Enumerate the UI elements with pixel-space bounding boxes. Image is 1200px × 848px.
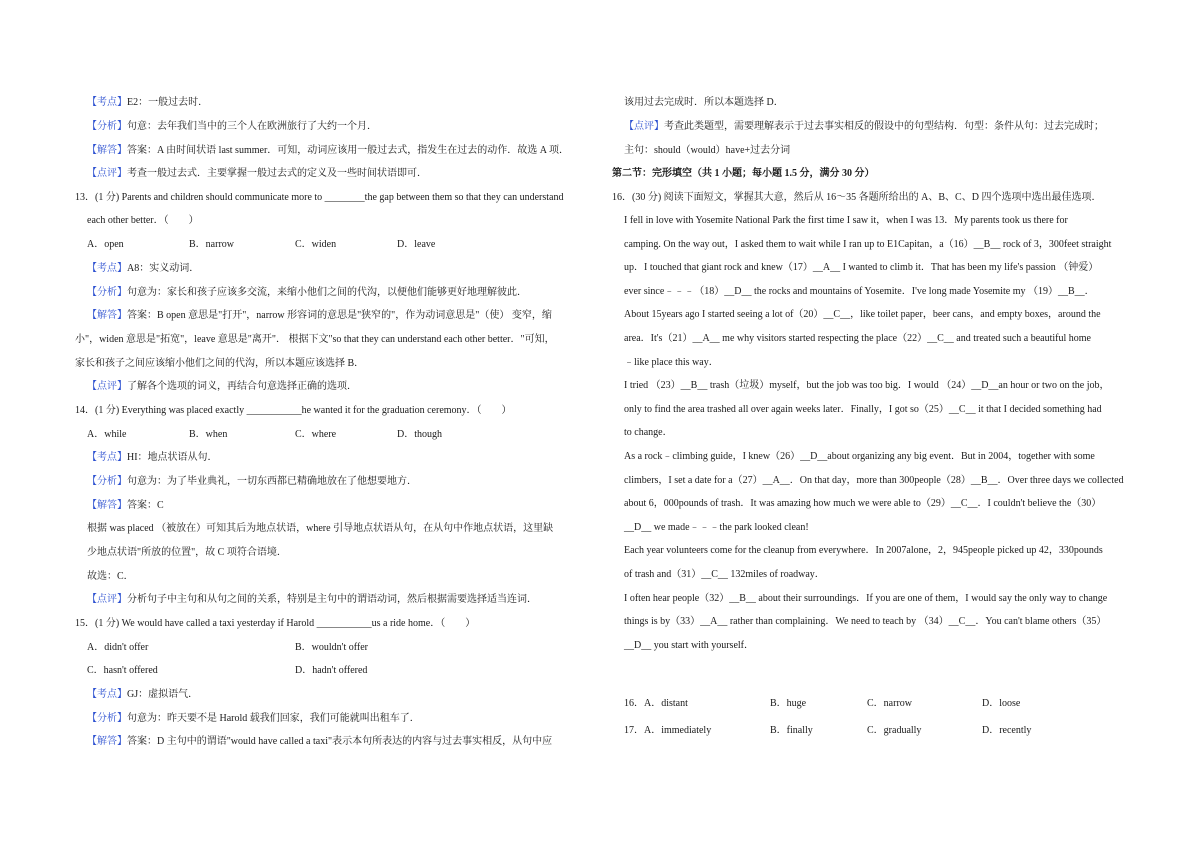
q13-option-a[interactable]: A．open (87, 239, 124, 250)
q16-intro: 16．(30 分) 阅读下面短文，掌握其大意，然后从 16～35 各题所给出的 A、B、C、D 四个选项中选出最佳选项． (612, 192, 1102, 203)
q17-option-b[interactable]: B．finally (770, 725, 813, 736)
q17-option-c[interactable]: C．gradually (867, 725, 922, 736)
q14-option-a[interactable]: A．while (87, 429, 127, 440)
q15-jieda-cont: 该用过去完成时．所以本题选择 D． (624, 97, 784, 108)
q16-option-c[interactable]: C．narrow (867, 698, 912, 709)
passage-line: About 15years ago I started seeing a lot of（20）__C__，like toilet paper，beer cans，and empty boxes，around the (624, 309, 1101, 321)
passage-line: area．It's（21）__A__ me why visitors started respecting the place（22）__C__ and treated such a beautiful home (624, 333, 1091, 344)
q17-option-a[interactable]: 17．A．immediately (624, 725, 712, 736)
passage-line: __D__ we made﹣﹣﹣the park looked clean! (624, 521, 809, 533)
q12-dianping: 【点评】考查一般过去式．主要掌握一般过去式的定义及一些时间状语即可． (87, 168, 427, 179)
q15-stem: 15．(1 分) We would have called a taxi yesterday if Harold ___________us a ride home．（ ） (75, 618, 476, 629)
q14-fenxi: 【分析】句意为：为了毕业典礼，一切东西都已精确地放在了他想要地方． (87, 476, 417, 487)
q14-option-b[interactable]: B．when (189, 429, 228, 440)
q13-jieda-cont2: 家长和孩子之间应该缩小他们之间的代沟，所以本题应该选择 B． (75, 358, 365, 369)
q13-stem-cont: each other better．（ ） (87, 215, 199, 226)
q15-option-c[interactable]: C．hasn't offered (87, 665, 158, 676)
q13-dianping: 【点评】了解各个选项的词义，再结合句意选择正确的选项． (87, 381, 357, 392)
q12-kaodian: 【考点】E2：一般过去时． (87, 97, 209, 108)
q12-fenxi: 【分析】句意：去年我们当中的三个人在欧洲旅行了大约一个月． (87, 121, 377, 132)
passage-line: things is by（33）__A__ rather than complaining．We need to teach by （34）__C__．You can't blame others（35） (624, 616, 1107, 628)
q16-option-a[interactable]: 16．A．distant (624, 698, 688, 709)
q14-option-c[interactable]: C．where (295, 429, 337, 440)
q13-stem: 13．(1 分) Parents and children should communicate more to ________the gap between them so that they can understand (75, 192, 564, 203)
q14-stem: 14．(1 分) Everything was placed exactly ___________he wanted it for the graduation ceremony．（ ） (75, 405, 512, 416)
q13-kaodian: 【考点】A8：实义动词． (87, 263, 200, 274)
passage-line: I fell in love with Yosemite National Park the first time I saw it，when I was 13．My parents took us there for (624, 215, 1068, 226)
passage-line: __D__ you start with yourself． (624, 639, 754, 651)
passage-line: I often hear people（32）__B__ about their surroundings．If you are one of them，I would say the only way to change (624, 592, 1108, 604)
q13-option-b[interactable]: B．narrow (189, 239, 234, 250)
q12-jieda: 【解答】答案：A 由时间状语 last summer．可知，动词应该用一般过去式，指发生在过去的动作．故选 A 项． (87, 145, 569, 156)
passage-line: ever since﹣﹣﹣（18）__D__ the rocks and mountains of Yosemite．I've long made Yosemite my （19）__B__． (624, 285, 1095, 297)
q13-option-d[interactable]: D．leave (397, 239, 436, 250)
q14-guxuan: 故选：C． (87, 571, 134, 582)
q17-option-d[interactable]: D．recently (982, 725, 1032, 736)
passage-line: As a rock﹣climbing guide，I knew（26）__D__about organizing any big event．But in 2004，together with some (624, 451, 1095, 462)
q13-fenxi: 【分析】句意为：家长和孩子应该多交流，来缩小他们之间的代沟，以便他们能够更好地理解彼此． (87, 287, 527, 298)
q15-jieda: 【解答】答案：D 主句中的谓语"would have called a taxi"表示本句所表达的内容与过去事实相反，从句中应 (87, 736, 553, 747)
q14-dianping: 【点评】分析句子中主句和从句之间的关系，特别是主句中的谓语动词，然后根据需要选择适当连词． (87, 594, 537, 605)
q13-jieda-cont1: 小"，widen 意思是"拓宽"，leave 意思是"离开"． 根据下文"so that they can understand each other better．"可知， (75, 334, 555, 345)
q14-kaodian: 【考点】HI：地点状语从句． (87, 452, 218, 463)
passage-line: up．I touched that giant rock and knew（17）__A__ I wanted to climb it．That has been my life's passion （钟爱） (624, 262, 1099, 274)
passage-line: only to find the area trashed all over again weeks later．Finally，I got so（25）__C__ it that I decided something had (624, 403, 1102, 415)
q13-option-c[interactable]: C．widen (295, 239, 337, 250)
q14-body: 根据 was placed （被放在）可知其后为地点状语，where 引导地点状语从句，在从句中作地点状语，这里缺 (87, 523, 554, 534)
passage-line: ﹣like place this way． (624, 356, 719, 368)
passage-line: climbers，I set a date for a（27）__A__．On that day，more than 300people（28）__B__．Over three days we collected (624, 474, 1124, 486)
section-heading: 第二节：完形填空（共 1 小题；每小题 1.5 分，满分 30 分） (612, 168, 875, 179)
passage-line: Each year volunteers come for the cleanup from everywhere．In 2007alone，2，945people picked up 42，330pounds (624, 545, 1103, 557)
passage-line: of trash and（31）__C__ 132miles of roadway． (624, 569, 825, 580)
passage-line: camping. On the way out，I asked them to wait while I ran up to E1Capitan，a（16）__B__ rock of 3，300feet straight (624, 238, 1112, 250)
q14-option-d[interactable]: D．though (397, 429, 442, 440)
q13-jieda: 【解答】答案：B open 意思是"打开"，narrow 形容词的意思是"狭窄的"，作为动词意思是"（使） 变窄，缩 (87, 310, 552, 321)
passage-line: I tried （23）__B__ trash（垃圾）myself，but the job was too big．I would （24）__D__an hour or two on the job， (624, 380, 1110, 392)
passage-line: about 6，000pounds of trash．It was amazing how much we were able to（29）__C__．I couldn't believe the（30） (624, 498, 1102, 510)
q15-option-b[interactable]: B．wouldn't offer (295, 642, 368, 653)
q15-dianping: 【点评】考查此类题型，需要理解表示于过去事实相反的假设中的句型结构．句型：条件从句：过去完成时； (624, 121, 1104, 132)
q16-option-d[interactable]: D．loose (982, 698, 1021, 709)
q14-jieda: 【解答】答案：C (87, 500, 164, 511)
q15-option-a[interactable]: A．didn't offer (87, 642, 149, 653)
q15-option-d[interactable]: D．hadn't offered (295, 665, 368, 676)
q16-option-b[interactable]: B．huge (770, 698, 807, 709)
q14-body-cont: 少地点状语"所放的位置"，故 C 项符合语境． (87, 547, 287, 558)
q15-dianping-cont: 主句：should（would）have+过去分词 (624, 145, 791, 156)
passage-line: to change． (624, 427, 673, 439)
q15-fenxi: 【分析】句意为：昨天要不是 Harold 载我们回家，我们可能就叫出租车了． (87, 713, 420, 724)
q15-kaodian: 【考点】GJ：虚拟语气． (87, 689, 199, 700)
